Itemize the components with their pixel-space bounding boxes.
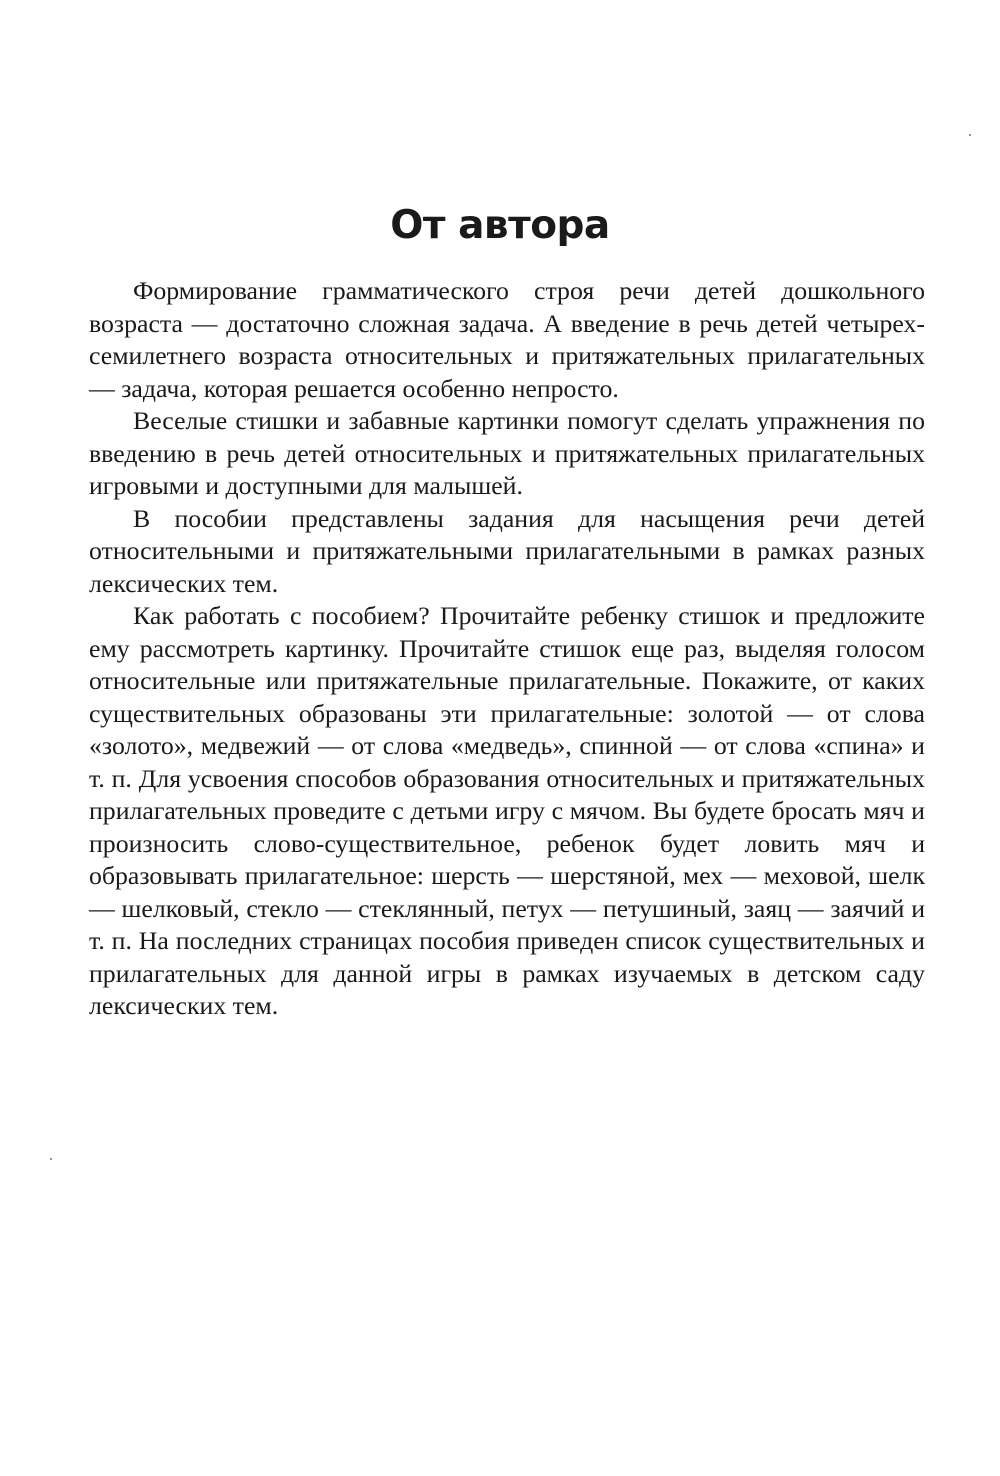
scan-speck [50, 1158, 52, 1160]
paragraph-4: Как работать с пособием? Прочитайте ребенку стишок и предложите ему рассмотреть картинку. Прочитайте стишок еще раз, выделяя голосом относительные или притяжательные прилагательные. Покажите, от каких существительных образованы эти прилагательные: золотой — от слова «золото», медвежий — от слова «медведь», спинной — от слова «спина» и т. п. Для усвоения способов образования относительных и притяжательных прилагательных проведите с детьми игру с мячом. Вы будете бросать мяч и произносить слово-существительное, ребенок будет ловить мяч и образовывать прилагательное: шерсть — шерстяной, мех — меховой, шелк — шелковый, стекло — стеклянный, петух — петушиный, заяц — заячий и т. п. На последних страницах пособия приведен список существительных и прилагательных для данной игры в рамках изучаемых в детском саду лексических тем. [89, 601, 925, 1020]
paragraph-1: Формирование грамматического строя речи детей дошкольного возраста — достаточно сложная задача. А введение в речь детей четырех-семилетнего возраста относительных и притяжательных прилагательных — задача, которая решается особенно непросто. [89, 276, 925, 403]
scan-speck [969, 134, 971, 136]
page-title: От автора [390, 203, 610, 248]
paragraph-2: Веселые стишки и забавные картинки помогут сделать упражнения по введению в речь детей относительных и притяжательных прилагательных игровыми и доступными для малышей. [89, 406, 925, 500]
paragraph-3: В пособии представлены задания для насыщения речи детей относительными и притяжательными прилагательными в рамках разных лексических тем. [89, 503, 925, 598]
body-text [89, 275, 925, 1023]
